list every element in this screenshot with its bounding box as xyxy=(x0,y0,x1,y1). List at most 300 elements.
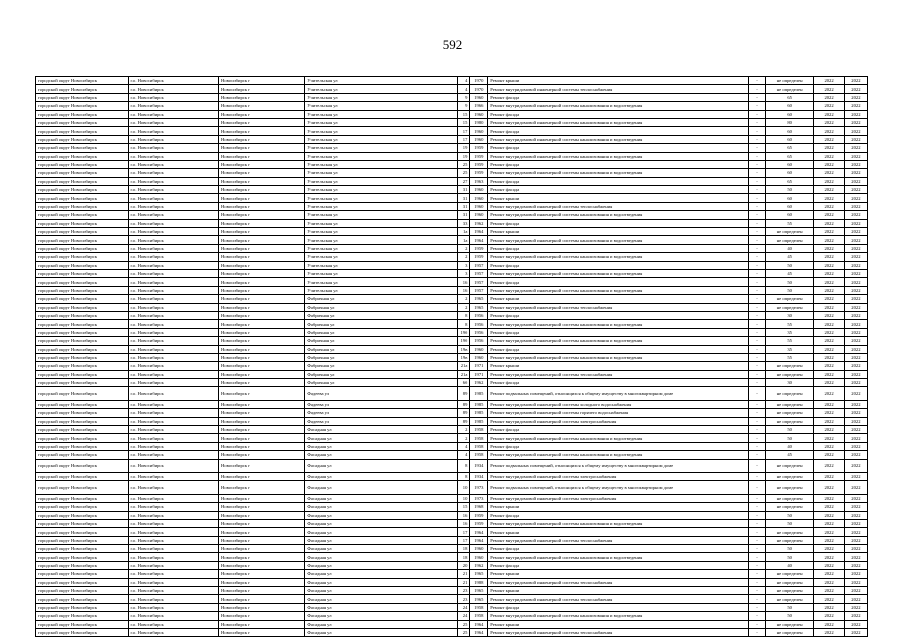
street-cell: Фасадная ул xyxy=(305,451,458,459)
start-year-cell: 2022 xyxy=(814,93,845,101)
dash-cell: - xyxy=(749,472,766,480)
settlement-cell: г.о. Новосибирск xyxy=(128,494,218,502)
end-year-cell: 2022 xyxy=(844,177,867,185)
work-type-cell: Ремонт внутридомовой инженерной системы теплоснабжения xyxy=(488,536,749,544)
table-row xyxy=(36,211,868,219)
house-number-cell: 25 xyxy=(457,629,470,637)
start-year-cell: 2022 xyxy=(814,144,845,152)
cost-cell: 40 xyxy=(765,442,813,450)
dash-cell: - xyxy=(749,481,766,494)
municipality-cell: городской округ Новосибирск xyxy=(36,160,129,168)
house-number-cell: 21 xyxy=(457,578,470,586)
dash-cell: - xyxy=(749,228,766,236)
table-row xyxy=(36,77,868,85)
start-year-cell: 2022 xyxy=(814,102,845,110)
dash-cell: - xyxy=(749,177,766,185)
settlement-cell: г.о. Новосибирск xyxy=(128,328,218,336)
work-type-cell: Ремонт крыши xyxy=(488,620,749,628)
year-built-cell: 1962 xyxy=(470,561,488,569)
table-row xyxy=(36,160,868,168)
locality-cell: Новосибирск г xyxy=(219,219,305,227)
dash-cell: - xyxy=(749,102,766,110)
municipality-cell: городской округ Новосибирск xyxy=(36,353,129,361)
end-year-cell: 2022 xyxy=(844,494,867,502)
end-year-cell: 2022 xyxy=(844,202,867,210)
start-year-cell: 2022 xyxy=(814,561,845,569)
cost-cell: не определен xyxy=(765,228,813,236)
start-year-cell: 2022 xyxy=(814,553,845,561)
end-year-cell: 2022 xyxy=(844,519,867,527)
street-cell: Учительская ул xyxy=(305,135,458,143)
start-year-cell: 2022 xyxy=(814,77,845,85)
settlement-cell: г.о. Новосибирск xyxy=(128,620,218,628)
year-built-cell: 1956 xyxy=(470,328,488,336)
table-row xyxy=(36,337,868,345)
start-year-cell: 2022 xyxy=(814,494,845,502)
house-number-cell: 21а xyxy=(457,362,470,370)
table-row xyxy=(36,202,868,210)
end-year-cell: 2022 xyxy=(844,434,867,442)
dash-cell: - xyxy=(749,152,766,160)
end-year-cell: 2022 xyxy=(844,481,867,494)
settlement-cell: г.о. Новосибирск xyxy=(128,102,218,110)
dash-cell: - xyxy=(749,570,766,578)
table-row xyxy=(36,379,868,387)
start-year-cell: 2022 xyxy=(814,426,845,434)
cost-cell: 30 xyxy=(765,311,813,319)
house-number-cell: 17 xyxy=(457,127,470,135)
dash-cell: - xyxy=(749,169,766,177)
settlement-cell: г.о. Новосибирск xyxy=(128,337,218,345)
dash-cell: - xyxy=(749,77,766,85)
house-number-cell: 2 xyxy=(457,244,470,252)
year-built-cell: 1959 xyxy=(470,144,488,152)
year-built-cell: 1958 xyxy=(470,603,488,611)
house-number-cell: 33 xyxy=(457,219,470,227)
year-built-cell: 1971 xyxy=(470,370,488,378)
dash-cell: - xyxy=(749,370,766,378)
settlement-cell: г.о. Новосибирск xyxy=(128,603,218,611)
work-type-cell: Ремонт крыши xyxy=(488,528,749,536)
dash-cell: - xyxy=(749,451,766,459)
work-type-cell: Ремонт подвальных помещений, относящихся к общему имуществу в многоквартирном доме xyxy=(488,459,749,472)
settlement-cell: г.о. Новосибирск xyxy=(128,269,218,277)
dash-cell: - xyxy=(749,219,766,227)
start-year-cell: 2022 xyxy=(814,620,845,628)
table-row xyxy=(36,587,868,595)
house-number-cell: 21а xyxy=(457,370,470,378)
dash-cell: - xyxy=(749,528,766,536)
street-cell: Учительская ул xyxy=(305,186,458,194)
house-number-cell: 15 xyxy=(457,118,470,126)
house-number-cell: 25 xyxy=(457,169,470,177)
table-row xyxy=(36,629,868,637)
work-type-cell: Ремонт фасада xyxy=(488,261,749,269)
table-row xyxy=(36,219,868,227)
dash-cell: - xyxy=(749,211,766,219)
end-year-cell: 2022 xyxy=(844,553,867,561)
settlement-cell: г.о. Новосибирск xyxy=(128,127,218,135)
street-cell: Фабричная ул xyxy=(305,303,458,311)
dash-cell: - xyxy=(749,612,766,620)
locality-cell: Новосибирск г xyxy=(219,311,305,319)
settlement-cell: г.о. Новосибирск xyxy=(128,135,218,143)
cost-cell: 45 xyxy=(765,269,813,277)
municipality-cell: городской округ Новосибирск xyxy=(36,286,129,294)
settlement-cell: г.о. Новосибирск xyxy=(128,320,218,328)
municipality-cell: городской округ Новосибирск xyxy=(36,295,129,303)
dash-cell: - xyxy=(749,545,766,553)
street-cell: Учительская ул xyxy=(305,194,458,202)
dash-cell: - xyxy=(749,587,766,595)
table-row xyxy=(36,278,868,286)
table-row xyxy=(36,519,868,527)
year-built-cell: 1964 xyxy=(470,536,488,544)
dash-cell: - xyxy=(749,328,766,336)
house-number-cell: 21 xyxy=(457,570,470,578)
table-row xyxy=(36,152,868,160)
page-number: 592 xyxy=(442,37,463,52)
year-built-cell: 1962 xyxy=(470,379,488,387)
locality-cell: Новосибирск г xyxy=(219,545,305,553)
street-cell: Учительская ул xyxy=(305,169,458,177)
dash-cell: - xyxy=(749,85,766,93)
house-number-cell: 6б xyxy=(457,379,470,387)
table-row xyxy=(36,345,868,353)
municipality-cell: городской округ Новосибирск xyxy=(36,434,129,442)
year-built-cell: 1960 xyxy=(470,345,488,353)
start-year-cell: 2022 xyxy=(814,353,845,361)
locality-cell: Новосибирск г xyxy=(219,202,305,210)
locality-cell: Новосибирск г xyxy=(219,409,305,417)
dash-cell: - xyxy=(749,442,766,450)
street-cell: Учительская ул xyxy=(305,211,458,219)
street-cell: Фабричная ул xyxy=(305,311,458,319)
cost-cell: 50 xyxy=(765,286,813,294)
house-number-cell: 9 xyxy=(457,102,470,110)
locality-cell: Новосибирск г xyxy=(219,303,305,311)
house-number-cell: 27 xyxy=(457,177,470,185)
table-row xyxy=(36,511,868,519)
end-year-cell: 2022 xyxy=(844,603,867,611)
end-year-cell: 2022 xyxy=(844,278,867,286)
locality-cell: Новосибирск г xyxy=(219,286,305,294)
settlement-cell: г.о. Новосибирск xyxy=(128,186,218,194)
end-year-cell: 2022 xyxy=(844,387,867,400)
street-cell: Фасадная ул xyxy=(305,511,458,519)
street-cell: Фасадная ул xyxy=(305,578,458,586)
house-number-cell: 15 xyxy=(457,503,470,511)
dash-cell: - xyxy=(749,536,766,544)
start-year-cell: 2022 xyxy=(814,295,845,303)
work-type-cell: Ремонт крыши xyxy=(488,570,749,578)
end-year-cell: 2022 xyxy=(844,536,867,544)
dash-cell: - xyxy=(749,320,766,328)
table-row xyxy=(36,536,868,544)
end-year-cell: 2022 xyxy=(844,595,867,603)
street-cell: Учительская ул xyxy=(305,253,458,261)
municipality-cell: городской округ Новосибирск xyxy=(36,311,129,319)
municipality-cell: городской округ Новосибирск xyxy=(36,595,129,603)
cost-cell: 50 xyxy=(765,261,813,269)
cost-cell: не определен xyxy=(765,472,813,480)
street-cell: Фасадная ул xyxy=(305,494,458,502)
locality-cell: Новосибирск г xyxy=(219,442,305,450)
end-year-cell: 2022 xyxy=(844,545,867,553)
house-number-cell: 19 xyxy=(457,152,470,160)
locality-cell: Новосибирск г xyxy=(219,426,305,434)
end-year-cell: 2022 xyxy=(844,110,867,118)
house-number-cell: 19в xyxy=(457,345,470,353)
house-number-cell: 18 xyxy=(457,553,470,561)
cost-cell: не определен xyxy=(765,409,813,417)
table-row xyxy=(36,561,868,569)
street-cell: Фасадная ул xyxy=(305,612,458,620)
start-year-cell: 2022 xyxy=(814,202,845,210)
year-built-cell: 1985 xyxy=(470,387,488,400)
start-year-cell: 2022 xyxy=(814,503,845,511)
municipality-cell: городской округ Новосибирск xyxy=(36,77,129,85)
work-type-cell: Ремонт внутридомовой инженерной системы канализования и водоотведения xyxy=(488,211,749,219)
house-number-cell: 23 xyxy=(457,587,470,595)
municipality-cell: городской округ Новосибирск xyxy=(36,503,129,511)
table-row xyxy=(36,102,868,110)
work-type-cell: Ремонт крыши xyxy=(488,295,749,303)
settlement-cell: г.о. Новосибирск xyxy=(128,93,218,101)
house-number-cell: 15 xyxy=(457,110,470,118)
house-number-cell: 1а xyxy=(457,228,470,236)
locality-cell: Новосибирск г xyxy=(219,379,305,387)
table-row xyxy=(36,118,868,126)
street-cell: Фабричная ул xyxy=(305,320,458,328)
dash-cell: - xyxy=(749,135,766,143)
start-year-cell: 2022 xyxy=(814,587,845,595)
table-row xyxy=(36,442,868,450)
table-row xyxy=(36,545,868,553)
work-type-cell: Ремонт внутридомовой инженерной системы холодного водоснабжения xyxy=(488,400,749,408)
end-year-cell: 2022 xyxy=(844,135,867,143)
street-cell: Учительская ул xyxy=(305,228,458,236)
dash-cell: - xyxy=(749,127,766,135)
start-year-cell: 2022 xyxy=(814,219,845,227)
municipality-cell: городской округ Новосибирск xyxy=(36,570,129,578)
work-type-cell: Ремонт фасада xyxy=(488,545,749,553)
street-cell: Учительская ул xyxy=(305,244,458,252)
municipality-cell: городской округ Новосибирск xyxy=(36,545,129,553)
table-row xyxy=(36,553,868,561)
dash-cell: - xyxy=(749,353,766,361)
cost-cell: не определен xyxy=(765,400,813,408)
table-row xyxy=(36,528,868,536)
street-cell: Фабричная ул xyxy=(305,362,458,370)
locality-cell: Новосибирск г xyxy=(219,553,305,561)
municipality-cell: городской округ Новосибирск xyxy=(36,337,129,345)
house-number-cell: 89 xyxy=(457,387,470,400)
year-built-cell: 1960 xyxy=(470,110,488,118)
start-year-cell: 2022 xyxy=(814,328,845,336)
table-row xyxy=(36,494,868,502)
end-year-cell: 2022 xyxy=(844,77,867,85)
street-cell: Учительская ул xyxy=(305,93,458,101)
dash-cell: - xyxy=(749,519,766,527)
work-type-cell: Ремонт внутридомовой инженерной системы теплоснабжения xyxy=(488,370,749,378)
street-cell: Фасадная ул xyxy=(305,561,458,569)
year-built-cell: 1957 xyxy=(470,278,488,286)
year-built-cell: 1956 xyxy=(470,311,488,319)
municipality-cell: городской округ Новосибирск xyxy=(36,135,129,143)
settlement-cell: г.о. Новосибирск xyxy=(128,612,218,620)
year-built-cell: 1960 xyxy=(470,211,488,219)
locality-cell: Новосибирск г xyxy=(219,587,305,595)
settlement-cell: г.о. Новосибирск xyxy=(128,553,218,561)
end-year-cell: 2022 xyxy=(844,244,867,252)
settlement-cell: г.о. Новосибирск xyxy=(128,236,218,244)
cost-cell: 60 xyxy=(765,102,813,110)
settlement-cell: г.о. Новосибирск xyxy=(128,202,218,210)
locality-cell: Новосибирск г xyxy=(219,481,305,494)
municipality-cell: городской округ Новосибирск xyxy=(36,379,129,387)
settlement-cell: г.о. Новосибирск xyxy=(128,379,218,387)
table-row xyxy=(36,603,868,611)
cost-cell: 45 xyxy=(765,451,813,459)
house-number-cell: 31 xyxy=(457,211,470,219)
table-row xyxy=(36,612,868,620)
dash-cell: - xyxy=(749,387,766,400)
street-cell: Фабричная ул xyxy=(305,379,458,387)
house-number-cell: 1а xyxy=(457,236,470,244)
street-cell: Учительская ул xyxy=(305,219,458,227)
start-year-cell: 2022 xyxy=(814,311,845,319)
work-type-cell: Ремонт внутридомовой инженерной системы теплоснабжения xyxy=(488,85,749,93)
locality-cell: Новосибирск г xyxy=(219,269,305,277)
street-cell: Учительская ул xyxy=(305,236,458,244)
settlement-cell: г.о. Новосибирск xyxy=(128,345,218,353)
municipality-cell: городской округ Новосибирск xyxy=(36,102,129,110)
locality-cell: Новосибирск г xyxy=(219,144,305,152)
year-built-cell: 1960 xyxy=(470,202,488,210)
locality-cell: Новосибирск г xyxy=(219,135,305,143)
municipality-cell: городской округ Новосибирск xyxy=(36,536,129,544)
end-year-cell: 2022 xyxy=(844,612,867,620)
end-year-cell: 2022 xyxy=(844,236,867,244)
start-year-cell: 2022 xyxy=(814,253,845,261)
settlement-cell: г.о. Новосибирск xyxy=(128,434,218,442)
year-built-cell: 1958 xyxy=(470,442,488,450)
dash-cell: - xyxy=(749,160,766,168)
locality-cell: Новосибирск г xyxy=(219,152,305,160)
cost-cell: 60 xyxy=(765,169,813,177)
locality-cell: Новосибирск г xyxy=(219,578,305,586)
cost-cell: 60 xyxy=(765,127,813,135)
work-type-cell: Ремонт внутридомовой инженерной системы канализования и водоотведения xyxy=(488,135,749,143)
end-year-cell: 2022 xyxy=(844,362,867,370)
locality-cell: Новосибирск г xyxy=(219,160,305,168)
municipality-cell: городской округ Новосибирск xyxy=(36,236,129,244)
cost-cell: не определен xyxy=(765,620,813,628)
house-number-cell: 25 xyxy=(457,160,470,168)
year-built-cell: 1966 xyxy=(470,102,488,110)
year-built-cell: 1934 xyxy=(470,459,488,472)
table-row xyxy=(36,186,868,194)
cost-cell: 50 xyxy=(765,553,813,561)
cost-cell: не определен xyxy=(765,370,813,378)
dash-cell: - xyxy=(749,303,766,311)
locality-cell: Новосибирск г xyxy=(219,511,305,519)
work-type-cell: Ремонт фасада xyxy=(488,511,749,519)
end-year-cell: 2022 xyxy=(844,370,867,378)
house-number-cell: 4 xyxy=(457,85,470,93)
locality-cell: Новосибирск г xyxy=(219,77,305,85)
locality-cell: Новосибирск г xyxy=(219,194,305,202)
settlement-cell: г.о. Новосибирск xyxy=(128,451,218,459)
settlement-cell: г.о. Новосибирск xyxy=(128,528,218,536)
cost-cell: не определен xyxy=(765,536,813,544)
work-type-cell: Ремонт фасада xyxy=(488,93,749,101)
street-cell: Фасадная ул xyxy=(305,519,458,527)
settlement-cell: г.о. Новосибирск xyxy=(128,400,218,408)
year-built-cell: 1960 xyxy=(470,93,488,101)
cost-cell: 65 xyxy=(765,93,813,101)
start-year-cell: 2022 xyxy=(814,118,845,126)
table-row xyxy=(36,451,868,459)
table-body xyxy=(36,77,868,637)
table-row xyxy=(36,400,868,408)
end-year-cell: 2022 xyxy=(844,102,867,110)
cost-cell: не определен xyxy=(765,481,813,494)
cost-cell: 55 xyxy=(765,337,813,345)
dash-cell: - xyxy=(749,434,766,442)
locality-cell: Новосибирск г xyxy=(219,536,305,544)
house-number-cell: 9 xyxy=(457,93,470,101)
locality-cell: Новосибирск г xyxy=(219,345,305,353)
dash-cell: - xyxy=(749,93,766,101)
work-type-cell: Ремонт внутридомовой инженерной системы канализования и водоотведения xyxy=(488,269,749,277)
table-row xyxy=(36,135,868,143)
start-year-cell: 2022 xyxy=(814,320,845,328)
street-cell: Учительская ул xyxy=(305,177,458,185)
dash-cell: - xyxy=(749,110,766,118)
work-type-cell: Ремонт фасада xyxy=(488,278,749,286)
start-year-cell: 2022 xyxy=(814,244,845,252)
house-number-cell: 89 xyxy=(457,400,470,408)
street-cell: Фадеева ул xyxy=(305,400,458,408)
work-type-cell: Ремонт внутридомовой инженерной системы канализования и водоотведения xyxy=(488,612,749,620)
start-year-cell: 2022 xyxy=(814,194,845,202)
work-type-cell: Ремонт внутридомовой инженерной системы электроснабжения xyxy=(488,417,749,425)
settlement-cell: г.о. Новосибирск xyxy=(128,295,218,303)
work-type-cell: Ремонт фасада xyxy=(488,160,749,168)
house-number-cell: 24 xyxy=(457,612,470,620)
municipality-cell: городской округ Новосибирск xyxy=(36,603,129,611)
table-row xyxy=(36,253,868,261)
cost-cell: 60 xyxy=(765,110,813,118)
cost-cell: 55 xyxy=(765,320,813,328)
work-type-cell: Ремонт фасада xyxy=(488,127,749,135)
work-type-cell: Ремонт подвальных помещений, относящихся к общему имуществу в многоквартирном доме xyxy=(488,481,749,494)
end-year-cell: 2022 xyxy=(844,261,867,269)
work-type-cell: Ремонт внутридомовой инженерной системы канализования и водоотведения xyxy=(488,236,749,244)
locality-cell: Новосибирск г xyxy=(219,353,305,361)
year-built-cell: 1985 xyxy=(470,400,488,408)
table-row xyxy=(36,328,868,336)
start-year-cell: 2022 xyxy=(814,303,845,311)
locality-cell: Новосибирск г xyxy=(219,110,305,118)
municipality-cell: городской округ Новосибирск xyxy=(36,612,129,620)
end-year-cell: 2022 xyxy=(844,303,867,311)
start-year-cell: 2022 xyxy=(814,417,845,425)
dash-cell: - xyxy=(749,595,766,603)
end-year-cell: 2022 xyxy=(844,85,867,93)
